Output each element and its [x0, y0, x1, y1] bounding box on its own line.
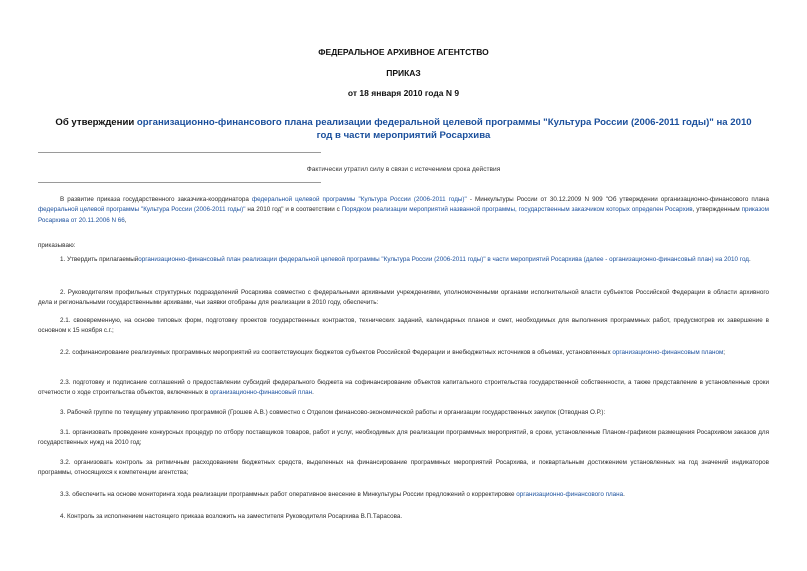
item-2-2-end: ; [723, 349, 726, 356]
item-2: 2. Руководителям профильных структурных подразделений Росархива совместно с федеральными архивными учреждениями, уполномоченными органами исполнительной власти субъектов Российской Федерации в области архивного дела и региональными государственными архивами, чьи заявки отобраны для реализации в 2010 году, обеспечить: [38, 289, 769, 307]
item-1-text: 1. Утвердить прилагаемый [60, 256, 139, 263]
item-3-1: 3.1. организовать проведение конкурсных процедур по отбору поставщиков товаров, работ и услуг, необходимых для реализации программных мероприятий, в сроки, установленные Планом-графиком размещения Росархивом заказов для государственных нужд на 2010 год; [38, 429, 769, 447]
item-2-2 [38, 348, 769, 358]
item-3: 3. Рабочей группе по текущему управлению программой (Грошев А.В.) совместно с Отделом финансово-экономической работы и организации государственных закупок (Отводная О.Р.): [60, 409, 606, 416]
intro-text-5: , [124, 216, 127, 224]
divider-top [38, 152, 321, 153]
plan-link-item-2-3[interactable]: организационно-финансовый план [209, 389, 313, 397]
intro-text-3: на 2010 год" и в соответствии с [245, 206, 342, 214]
intro-text-1: В развитие приказа государственного заказчика-координатора [60, 196, 252, 203]
procedure-link[interactable]: Порядком реализации мероприятий названной программы, государственным заказчиком которых определен Росархив [341, 206, 693, 214]
doc-type-heading: ПРИКАЗ [386, 68, 421, 78]
intro-text-2: - Минкультуры России от 30.12.2009 N 909 "Об утверждении организационно-финансового плана [466, 196, 769, 203]
item-3-3-end: . [623, 491, 625, 498]
order-word: приказываю: [38, 242, 76, 249]
title-prefix: Об утверждении [55, 117, 137, 128]
document-title [50, 116, 757, 142]
item-2-3-end: . [312, 389, 314, 397]
status-note: Фактически утратил силу в связи с истечением срока действия [306, 166, 501, 173]
intro-paragraph [38, 195, 769, 226]
item-2-3 [38, 378, 769, 399]
plan-link-item-3-3[interactable]: организационно-финансового плана [516, 491, 624, 498]
divider-bottom [38, 182, 321, 183]
agency-heading: ФЕДЕРАЛЬНОЕ АРХИВНОЕ АГЕНТСТВО [318, 47, 489, 57]
title-link[interactable]: организационно-финансового плана реализации федеральной целевой программы "Культура России (2006-2011 годы)" на 2010 год в части мероприятий Росархива [136, 117, 752, 141]
item-1-end: . [749, 256, 751, 263]
item-2-3-text: 2.3. подготовку и подписание соглашений о предоставлении субсидий федерального бюджета на софинансирование объектов капитального строительства государственной собственности, а также представление в установленные сроки отчетности о ходе строительства объектов, включенных в [38, 379, 769, 397]
program-link-2[interactable]: федеральной целевой программы "Культура России (2006-2011 годы)" [38, 206, 246, 214]
order-link[interactable]: приказом Росархива от 20.11.2006 N 66 [38, 206, 769, 224]
item-2-2-text: 2.2. софинансирование реализуемых программных мероприятий из соответствующих бюджетов субъектов Российской Федерации и внебюджетных источников в объемах, установленных [60, 349, 613, 356]
item-4: 4. Контроль за исполнением настоящего приказа возложить на заместителя Руководителя Росархива В.П.Тарасова. [60, 513, 403, 520]
plan-link-item-1[interactable]: организационно-финансовый план реализации федеральной целевой программы "Культура России (2006-2011 годы)" в части мероприятий Росархива (далее - организационно-финансовый план) на 2010 год [138, 256, 749, 263]
item-3-3 [38, 490, 769, 500]
item-3-2: 3.2. организовать контроль за ритмичным расходованием бюджетных средств, выделенных на финансирование программных мероприятий Росархива, и поквартальным достижением установленных на год значений индикаторов программы, относящихся к компетенции агентства; [38, 459, 769, 477]
item-1 [38, 255, 769, 265]
item-2-1: 2.1. своевременную, на основе типовых форм, подготовку проектов государственных контрактов, технических заданий, календарных планов и смет, необходимых для выполнения программных работ, предусмотрев их завершение в основном к 15 ноября с.г.; [38, 317, 769, 335]
item-3-3-text: 3.3. обеспечить на основе мониторинга хода реализации программных работ оперативное внесение в Минкультуры России предложений о корректировке [60, 491, 517, 498]
date-line: от 18 января 2010 года N 9 [347, 88, 460, 98]
program-link-1[interactable]: федеральной целевой программы "Культура России (2006-2011 годы)" [251, 196, 467, 203]
intro-text-4: , утвержденным [692, 206, 742, 214]
plan-link-item-2-2[interactable]: организационно-финансовым планом [612, 349, 724, 356]
